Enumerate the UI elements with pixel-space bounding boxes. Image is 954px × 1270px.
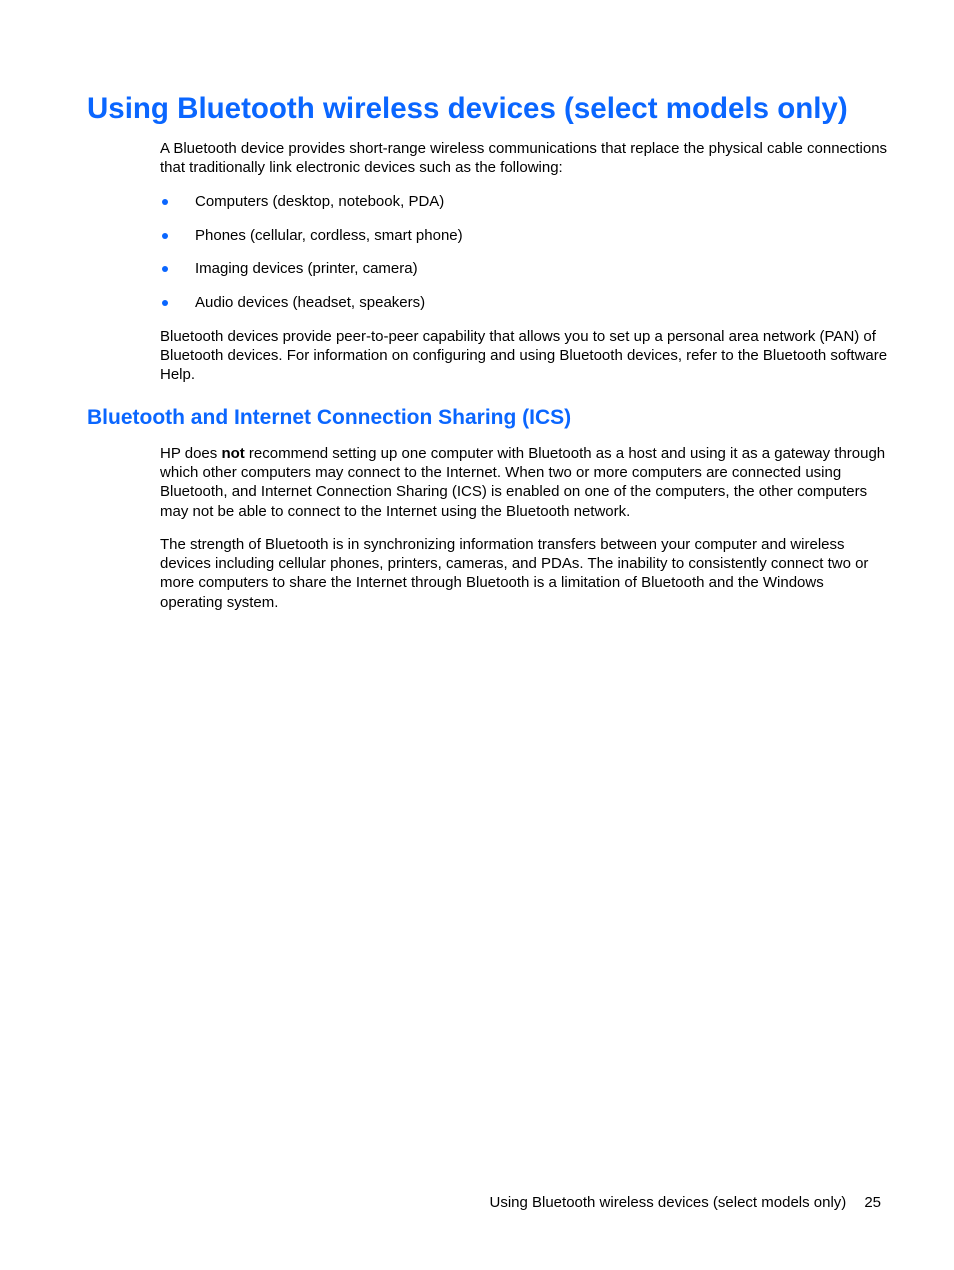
list-item-text: Audio devices (headset, speakers) bbox=[195, 294, 426, 312]
device-list bbox=[160, 192, 463, 327]
list-item bbox=[160, 259, 463, 293]
page-footer bbox=[0, 1193, 881, 1212]
strength-paragraph: The strength of Bluetooth is in synchronizing information transfers between your computer and wireless devices including cellular phones, printers, cameras, and PDAs. The inability to consistently connect two or more computers to share the Internet through Bluetooth is a limitation of Bluetooth and the Windows operating system. bbox=[160, 536, 869, 611]
page-title: Using Bluetooth wireless devices (select models only) bbox=[87, 92, 848, 125]
list-item bbox=[160, 192, 463, 226]
ics-emphasis-text: not bbox=[221, 445, 245, 462]
bullet-dot-icon bbox=[162, 300, 168, 306]
page-number: 25 bbox=[864, 1194, 881, 1211]
bullet-dot-icon bbox=[162, 199, 168, 205]
ics-paragraph bbox=[160, 444, 890, 521]
intro-paragraph: A Bluetooth device provides short-range wireless communications that replace the physical cable connections that traditionally link electronic devices such as the following: bbox=[160, 140, 888, 177]
bullet-dot-icon bbox=[162, 266, 168, 272]
ics-rest-text: recommend setting up one computer with Bluetooth as a host and using it as a gateway through which other computers may connect to the Internet. When two or more computers are connected using Bluetooth, and Internet Connection Sharing (ICS) is enabled on one of the computers, the other computers may not be able to connect to the Internet using the Bluetooth network. bbox=[160, 445, 886, 520]
list-item-text: Phones (cellular, cordless, smart phone) bbox=[195, 226, 463, 244]
pan-paragraph: Bluetooth devices provide peer-to-peer capability that allows you to set up a personal area network (PAN) of Bluetooth devices. For information on configuring and using Bluetooth devices, refer to the Bluetooth software Help. bbox=[160, 328, 888, 384]
footer-running-title: Using Bluetooth wireless devices (select models only) bbox=[489, 1194, 847, 1211]
list-item bbox=[160, 226, 463, 260]
section-heading: Bluetooth and Internet Connection Sharing (ICS) bbox=[87, 406, 572, 429]
list-item bbox=[160, 293, 463, 327]
list-item-text: Imaging devices (printer, camera) bbox=[195, 260, 418, 278]
ics-lead-text: HP does bbox=[160, 445, 222, 462]
bullet-dot-icon bbox=[162, 233, 168, 239]
list-item-text: Computers (desktop, notebook, PDA) bbox=[195, 193, 445, 210]
